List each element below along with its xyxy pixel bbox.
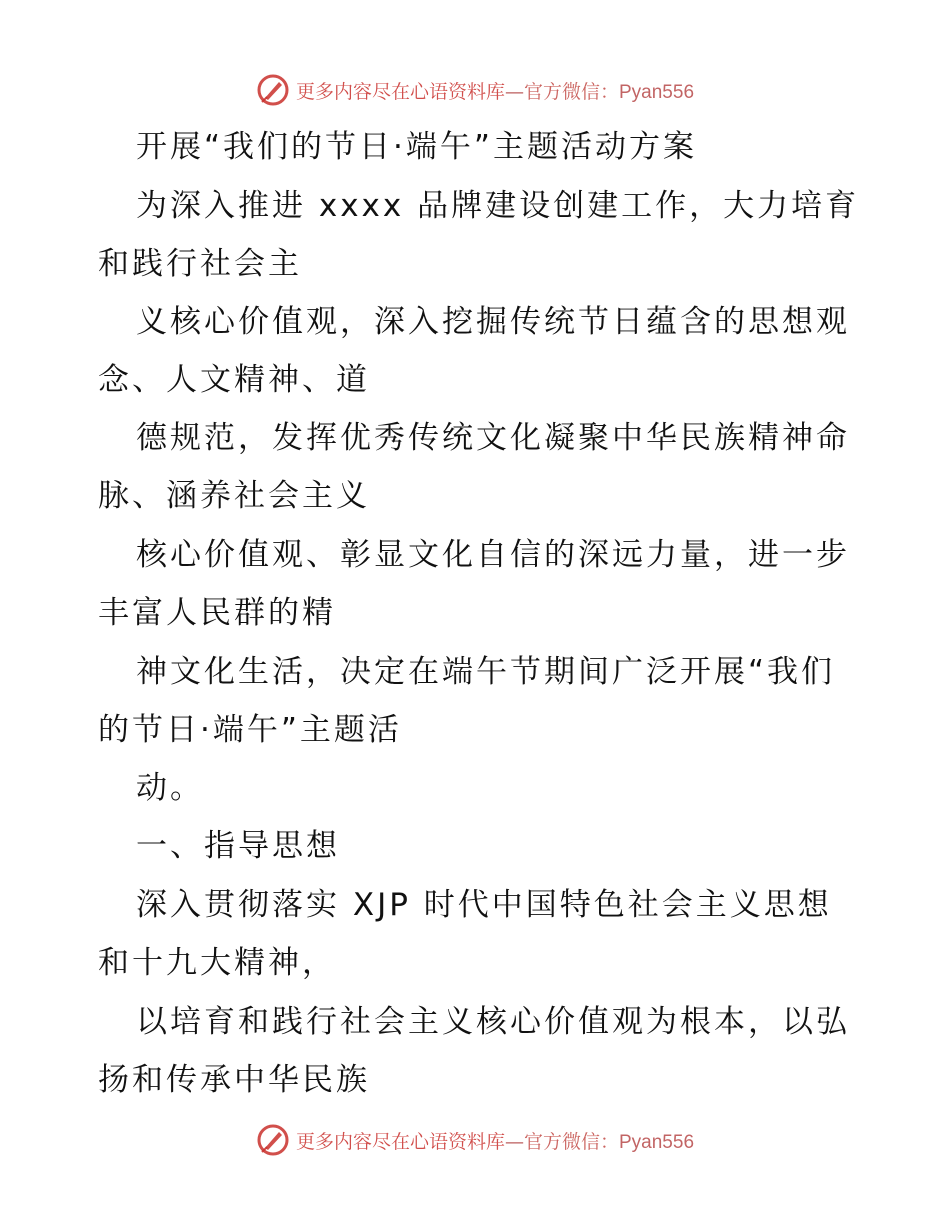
paragraph-line: 为深入推进 xxxx 品牌建设创建工作，大力培育 — [136, 188, 860, 224]
watermark-dash: — — [504, 80, 524, 103]
paragraph-line: 深入贯彻落实 XJP 时代中国特色社会主义思想 — [136, 887, 832, 923]
paragraph-line: 扬和传承中华民族 — [98, 1062, 370, 1098]
paragraph-line: 丰富人民群的精 — [98, 595, 336, 631]
watermark-brand: 更多内容尽在心语资料库 — [295, 1130, 505, 1153]
paragraph-line: 核心价值观、彰显文化自信的深远力量，进一步 — [136, 537, 850, 573]
paragraph-line: 和十九大精神， — [98, 945, 336, 981]
watermark-wechat-label: 官方微信： — [523, 80, 619, 103]
document-title: 开展“我们的节日·端午”主题活动方案 — [136, 129, 697, 165]
footer-watermark — [0, 1120, 950, 1160]
paragraph-line: 神文化生活，决定在端午节期间广泛开展“我们 — [136, 654, 836, 690]
paragraph-line: 的节日·端午”主题活 — [98, 712, 402, 748]
paragraph-line: 义核心价值观，深入挖掘传统节日蕴含的思想观 — [136, 304, 850, 340]
watermark-wechat-id: Pyan556 — [619, 1131, 695, 1153]
section-heading: 一、指导思想 — [136, 828, 340, 864]
paragraph-line: 动。 — [136, 770, 204, 806]
quill-logo-icon — [256, 73, 290, 107]
paragraph-line: 以培育和践行社会主义核心价值观为根本，以弘 — [136, 1004, 850, 1040]
paragraph-line: 和践行社会主 — [98, 246, 302, 282]
watermark-brand: 更多内容尽在心语资料库 — [295, 80, 505, 103]
watermark-dash: — — [504, 1130, 524, 1153]
paragraph-line: 脉、涵养社会主义 — [98, 478, 370, 514]
quill-logo-icon — [256, 1123, 290, 1157]
header-watermark — [0, 70, 950, 110]
paragraph-line: 念、人文精神、道 — [98, 362, 370, 398]
paragraph-line: 德规范，发挥优秀传统文化凝聚中华民族精神命 — [136, 420, 850, 456]
watermark-wechat-id: Pyan556 — [619, 81, 695, 103]
watermark-wechat-label: 官方微信： — [523, 1130, 619, 1153]
